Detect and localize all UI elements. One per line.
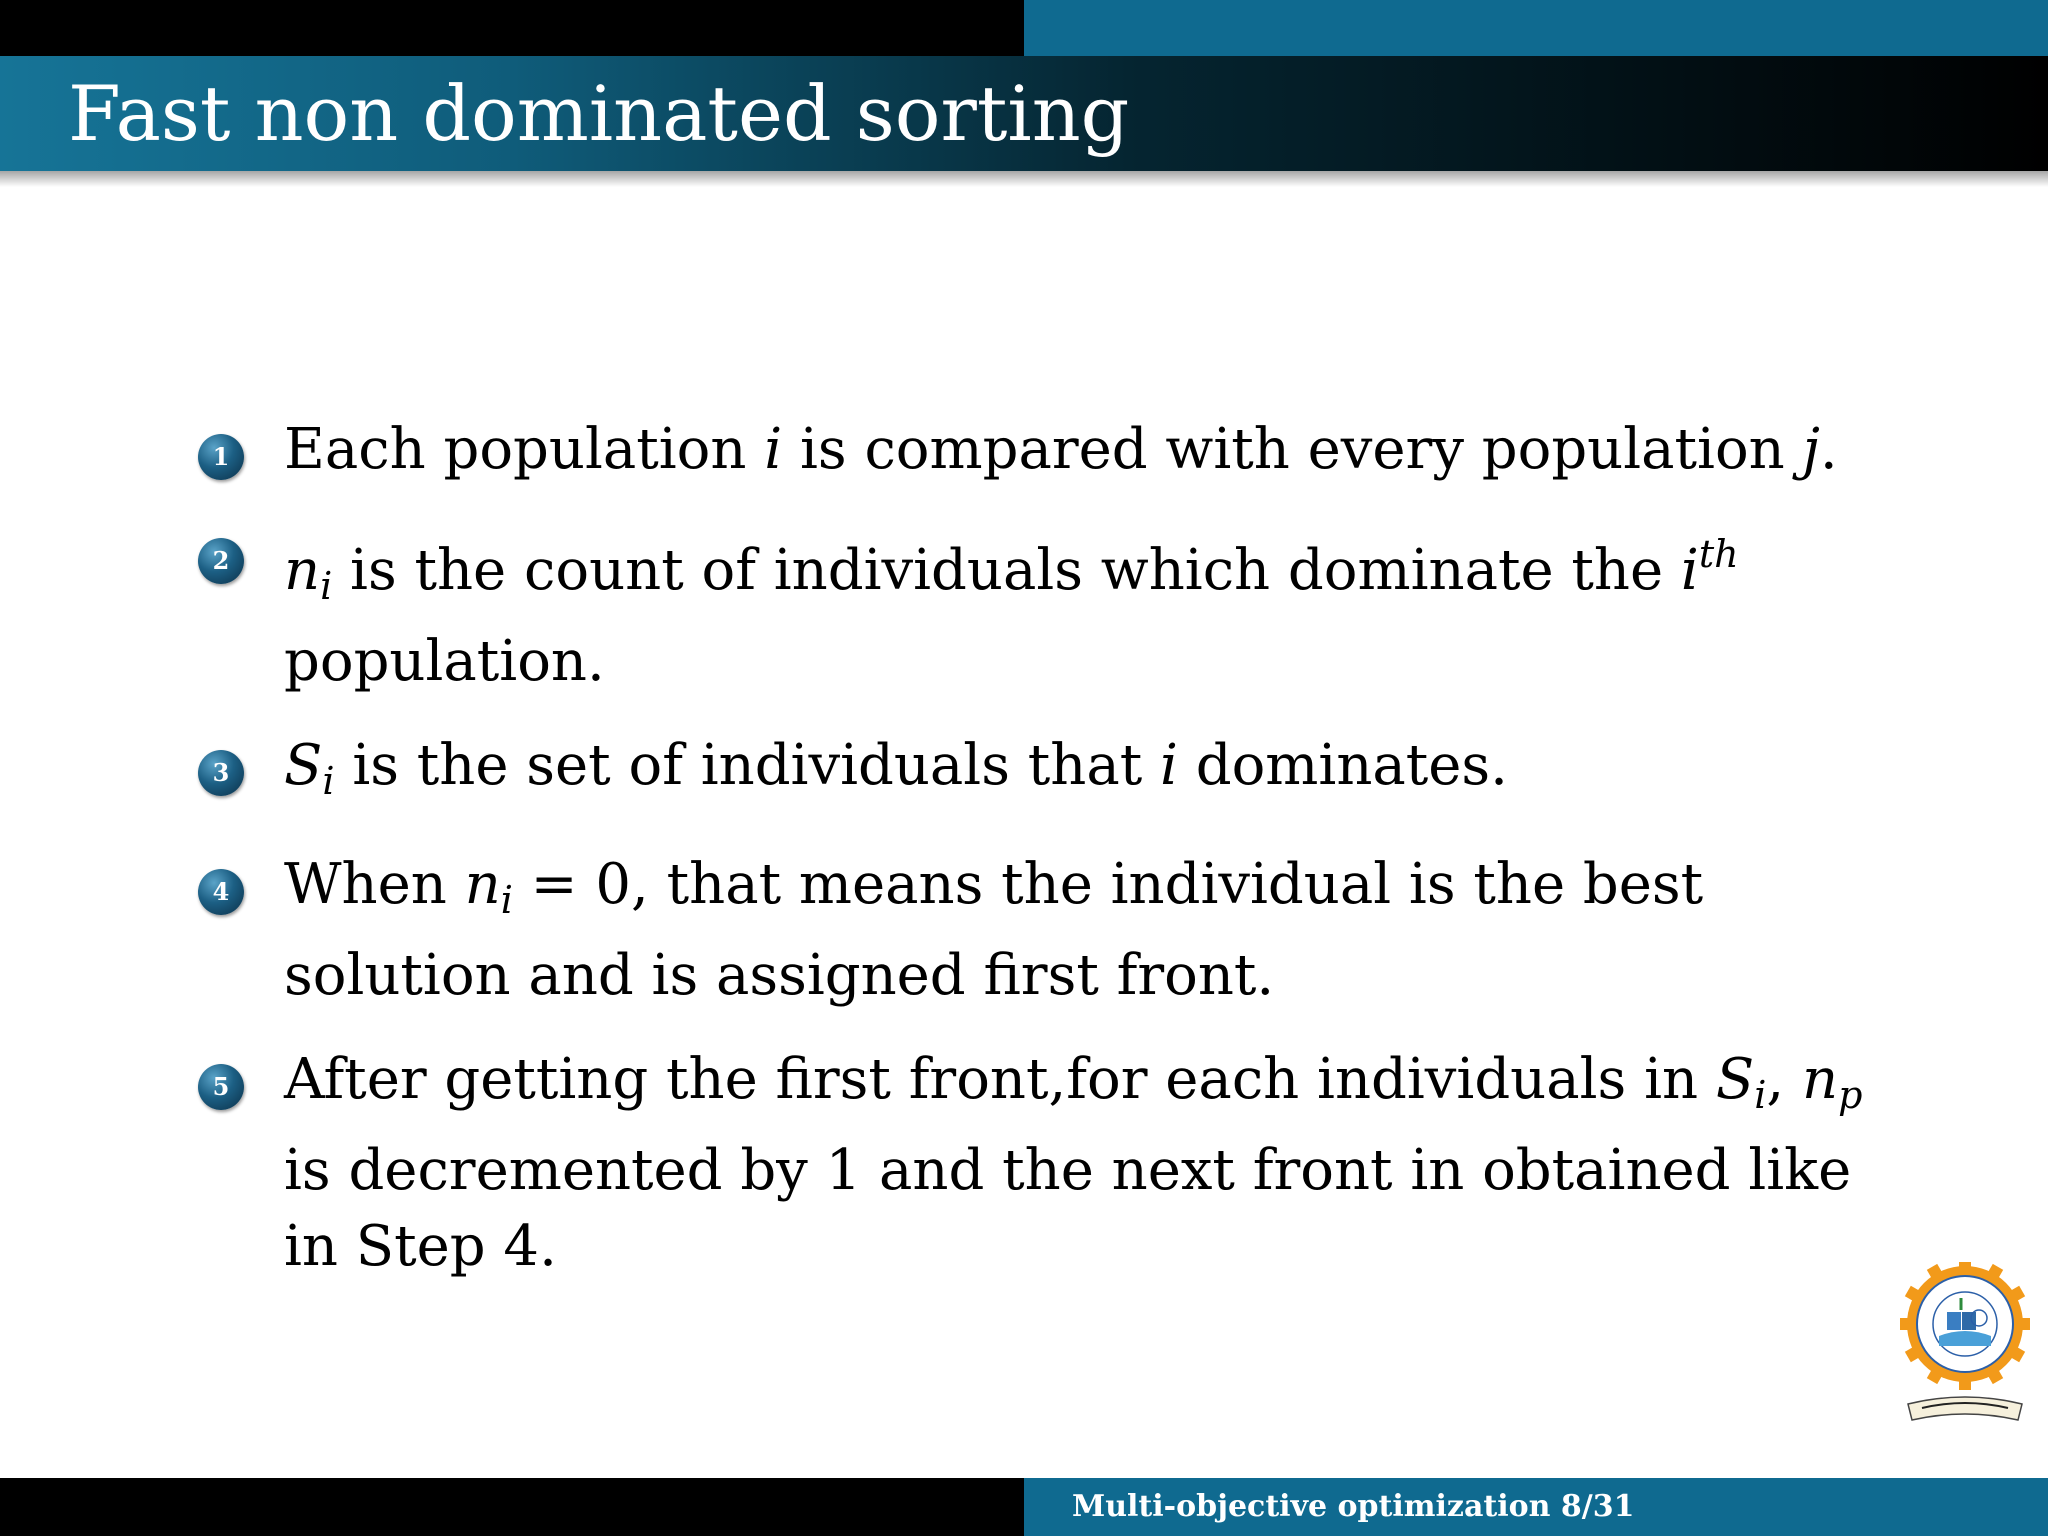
item-text [284,516,1898,700]
top-bar-left [0,0,1024,56]
math-var: n [1802,1047,1839,1112]
item-text [284,1042,1898,1285]
math-var: n [464,852,501,917]
item-number-badge: 1 [198,434,244,480]
footer-bar [0,1478,2048,1536]
top-decorative-bar [0,0,2048,56]
item-number-badge: 2 [198,538,244,584]
title-bar-shadow [0,171,2048,187]
item-number-badge: 4 [198,869,244,915]
math-var: j [1802,417,1820,482]
top-bar-right [1024,0,2048,56]
text-run: When [284,852,465,917]
item-text [284,847,1898,1014]
slide-title: Fast non dominated sorting [68,69,1130,158]
math-var: i [764,417,783,482]
math-superscript: th [1698,532,1739,576]
text-run: dominates. [1177,733,1508,798]
math-subscript: i [500,878,513,922]
list-item [198,728,1898,819]
math-subscript: i [322,759,335,803]
footer-title: Multi-objective optimization 8/31 [1072,1489,1635,1524]
institute-seal-icon [1900,1262,2030,1432]
math-subscript: i [1754,1073,1767,1117]
math-var: S [1715,1047,1755,1112]
item-text [284,728,1898,819]
text-run: , [1766,1047,1802,1112]
math-var: n [284,538,321,603]
text-run: = 0, that means the individual is the best solution and is assigned first front. [284,852,1704,1008]
enumerated-list [198,412,1898,1313]
math-var: S [284,733,323,798]
list-item [198,1042,1898,1285]
item-number-badge: 3 [198,750,244,796]
text-run: is the count of individuals which dominate the [332,538,1681,603]
text-run: is decremented by 1 and the next front in obtained like in Step 4. [284,1138,1852,1279]
footer-bar-left [0,1478,1024,1536]
math-var: i [1160,733,1178,798]
list-item [198,412,1898,488]
text-run: is compared with every population [782,417,1803,482]
text-run: population. [284,629,605,694]
text-run: . [1819,417,1838,482]
text-run: is the set of individuals that [334,733,1161,798]
text-run: After getting the first front,for each individuals in [284,1047,1716,1112]
list-item [198,847,1898,1014]
item-number-badge: 5 [198,1064,244,1110]
text-run: Each population [284,417,765,482]
math-subscript: i [320,564,333,608]
list-item [198,516,1898,700]
item-text [284,412,1898,488]
math-subscript: p [1838,1073,1863,1117]
math-var: i [1680,538,1699,603]
